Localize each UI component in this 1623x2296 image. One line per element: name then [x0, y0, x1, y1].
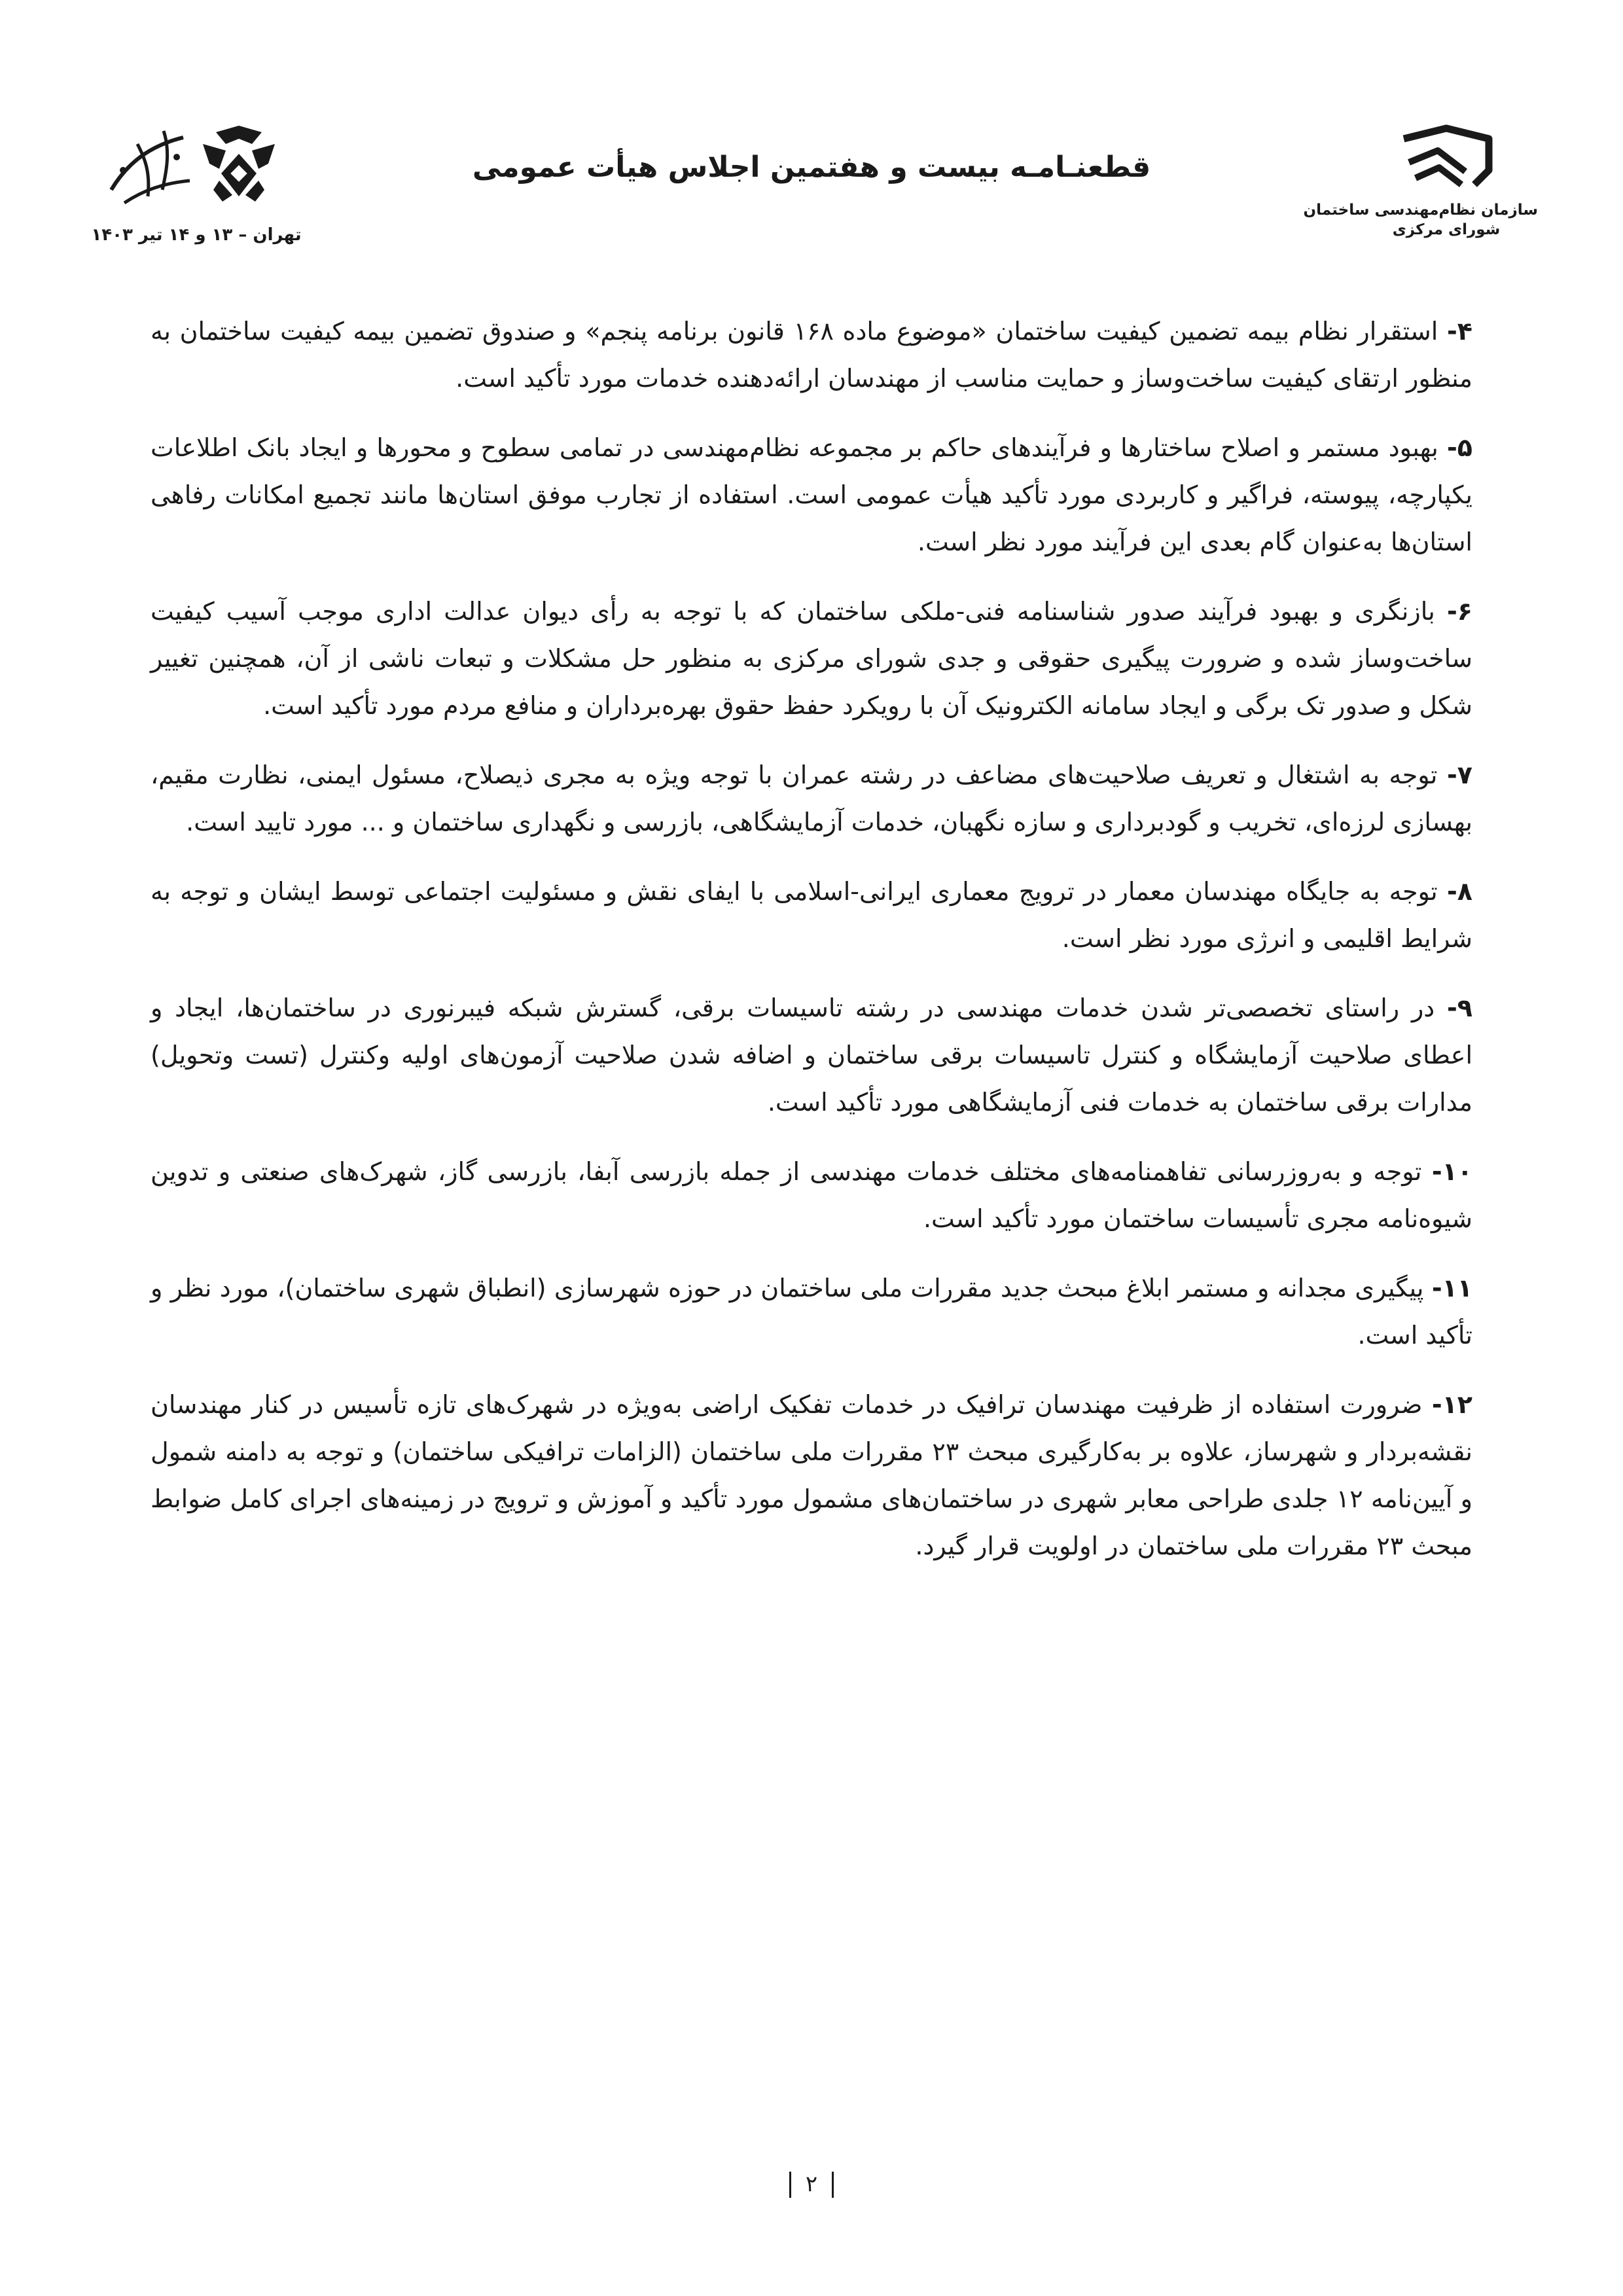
item-number: ۴- [1447, 317, 1472, 346]
divider [832, 2172, 834, 2198]
item-number: ۵- [1447, 433, 1472, 462]
item-text: در راستای تخصصی‌تر شدن خدمات مهندسی در رشته تاسیسات برقی، گسترش شبکه فیبرنوری در ساختمان‌ها، ایجاد و اعطای صلاحیت آزمایشگاه و کنترل تاسیسات برقی ساختمان و اضافه شدن صلاحیت آزمون‌های اولیه وکنترل (تست وتحویل) مدارات برقی ساختمان به خدمات فنی آزمایشگاهی مورد تأکید است. [151, 994, 1472, 1117]
item-number: ۱۰- [1431, 1157, 1472, 1186]
item-text: ضرورت استفاده از ظرفیت مهندسان ترافیک در خدمات تفکیک اراضی به‌ویژه در شهرک‌های تازه تأسیس در کنار مهندسان نقشه‌بردار و شهرساز، علاوه بر به‌کارگیری مبحث ۲۳ مقررات ملی ساختمان (الزامات ترافیکی ساختمان) و توجه به دامنه شمول و آیین‌نامه ۱۲ جلدی طراحی معابر شهری در ساختمان‌های مشمول مورد تأکید و آموزش و ترویج در زمینه‌های اجرای کامل ضوابط مبحث ۲۳ مقررات ملی ساختمان در اولویت قرار گیرد. [151, 1390, 1473, 1560]
resolution-item [151, 588, 1472, 729]
event-date: تهران – ۱۳ و ۱۴ تیر ۱۴۰۳ [91, 225, 302, 245]
item-text: بازنگری و بهبود فرآیند صدور شناسنامه فنی-ملکی ساختمان که با توجه به رأی دیوان عدالت اداری موجب آسیب کیفیت ساخت‌وساز شده و ضرورت پیگیری حقوقی و جدی شورای مرکزی به منظور حل مشکلات و تبعات ناشی از آن، همچنین تغییر شکل و صدور تک برگی و ایجاد سامانه الکترونیک آن با رویکرد حفظ حقوق بهره‌برداران و منافع مردم مورد تأکید است. [151, 597, 1472, 720]
item-number: ۱۱- [1431, 1274, 1472, 1302]
item-text: استقرار نظام بیمه تضمین کیفیت ساختمان «موضوع ماده ۱۶۸ قانون برنامه پنجم» و صندوق تضمین بیمه کیفیت ساختمان به منظور ارتقای کیفیت ساخت‌وساز و حمایت مناسب از مهندسان ارائه‌دهنده خدمات مورد تأکید است. [151, 317, 1472, 393]
resolution-items [151, 308, 1472, 1592]
resolution-item [151, 424, 1472, 565]
page-number: ۲ [805, 2170, 818, 2197]
item-text: بهبود مستمر و اصلاح ساختارها و فرآیندهای حاکم بر مجموعه نظام‌مهندسی در تمامی سطوح و محورها و ایجاد بانک اطلاعات یکپارچه، پیوسته، فراگیر و کاربردی مورد تأکید هیأت عمومی است. استفاده از تجارب موفق استان‌ها مانند تجمیع امکانات رفاهی استان‌ها به‌عنوان گام بعدی این فرآیند مورد نظر است. [151, 433, 1472, 556]
page-header [85, 118, 1538, 275]
item-text: توجه به جایگاه مهندسان معمار در ترویج معماری ایرانی-اسلامی با ایفای نقش و مسئولیت اجتماعی توسط ایشان و توجه به شرایط اقلیمی و انرژی مورد نظر است. [151, 877, 1472, 953]
item-text: پیگیری مجدانه و مستمر ابلاغ مبحث جدید مقررات ملی ساختمان در حوزه شهرسازی (انطباق شهری ساختمان)، مورد نظر و تأکید است. [151, 1274, 1472, 1350]
item-number: ۹- [1447, 994, 1472, 1022]
resolution-item [151, 868, 1472, 962]
resolution-item [151, 984, 1472, 1126]
page-footer [0, 2171, 1623, 2198]
resolution-item [151, 1265, 1472, 1359]
document-title: قطعنـامـه بیست و هفتمین اجلاس هیأت عمومی [472, 151, 1151, 184]
resolution-item [151, 751, 1472, 846]
event-logo [85, 118, 308, 245]
divider [789, 2172, 791, 2198]
organization-subtitle: شورای مرکزی [1392, 221, 1501, 238]
resolution-item [151, 1381, 1472, 1570]
item-text: توجه و به‌روزرسانی تفاهمنامه‌های مختلف خدمات مهندسی از جمله بازرسی آبفا، بازرسی گاز، شهرک‌های صنعتی و تدوین شیوه‌نامه مجری تأسیسات ساختمان مورد تأکید است. [151, 1157, 1472, 1233]
item-number: ۸- [1447, 877, 1472, 906]
item-number: ۱۲- [1431, 1390, 1472, 1419]
resolution-item [151, 1148, 1472, 1242]
assembly-emblem-icon [85, 118, 308, 223]
resolution-item [151, 308, 1472, 402]
item-number: ۶- [1447, 597, 1472, 626]
item-text: توجه به اشتغال و تعریف صلاحیت‌های مضاعف در رشته عمران با توجه ویژه به مجری ذیصلاح، مسئول ایمنی، نظارت مقیم، بهسازی لرزه‌ای، تخریب و گودبرداری و سازه نگهبان، خدمات آزمایشگاهی، بازرسی و نگهداری ساختمان و ... مورد تایید است. [151, 761, 1472, 836]
item-number: ۷- [1447, 761, 1472, 789]
organization-name: سازمان نظام‌مهندسی ساختمان [1303, 202, 1538, 219]
